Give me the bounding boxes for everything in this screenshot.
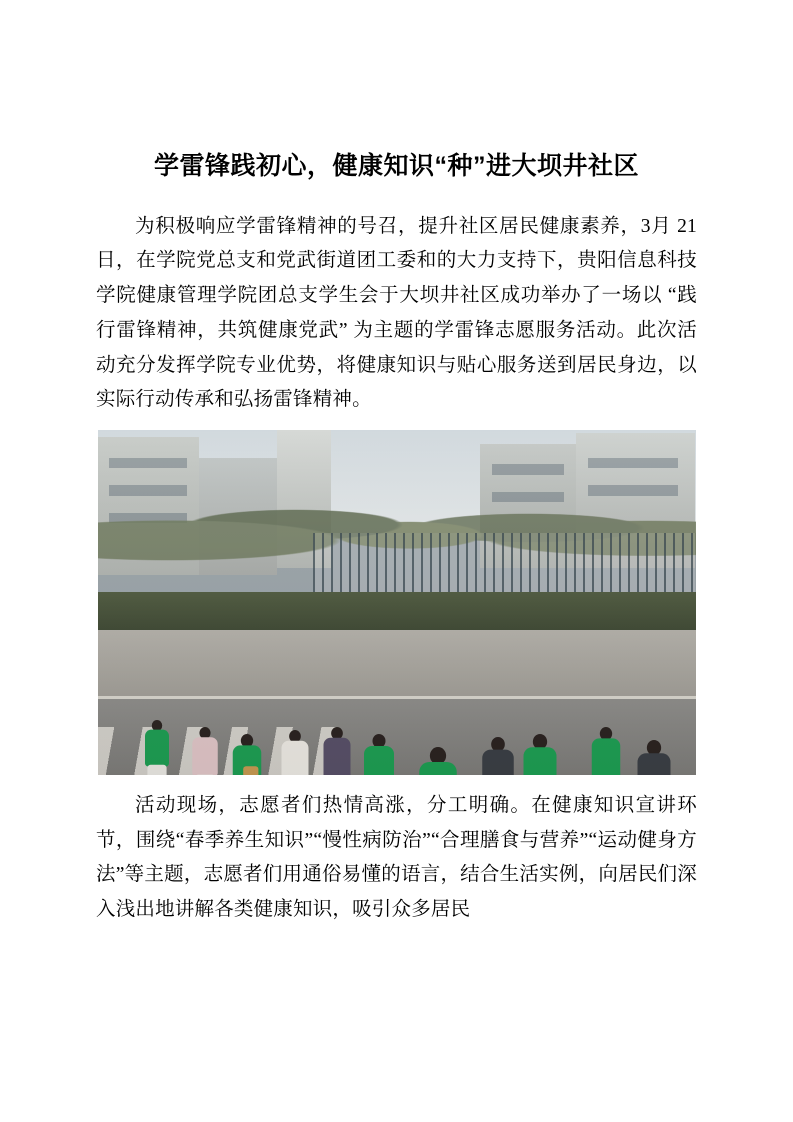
photo-window	[588, 458, 678, 468]
paragraph-1: 为积极响应学雷锋精神的号召，提升社区居民健康素养，3月 21 日，在学院党总支和党武街道团工委和的大力支持下，贵阳信息科技学院健康管理学院团总支学生会于大坝井社区成功举办了一场以 “践行雷锋精神，共筑健康党武” 为主题的学雷锋志愿服务活动。此次活动充分发挥学院专业优势，将健康知识与贴心服务送到居民身边，以实际行动传承和弘扬雷锋精神。	[96, 215, 697, 411]
page-title: 学雷锋践初心，健康知识“种”进大坝井社区	[153, 152, 639, 180]
photo-window	[109, 458, 187, 468]
paragraph-2: 活动现场，志愿者们热情高涨，分工明确。在健康知识宣讲环节，围绕“春季养生知识”“慢性病防治”“合理膳食与营养”“运动健身方法”等主题，志愿者们用通俗易懂的语言，结合生活实例，向居民们深入浅出地讲解各类健康知识，吸引众多居民	[96, 794, 697, 921]
photo-crosswalk	[98, 727, 349, 775]
figure-volunteers	[96, 430, 697, 775]
photo-image	[98, 430, 696, 775]
photo-window	[492, 464, 564, 474]
photo-hedge	[98, 592, 696, 630]
photo-sidewalk	[98, 630, 696, 699]
